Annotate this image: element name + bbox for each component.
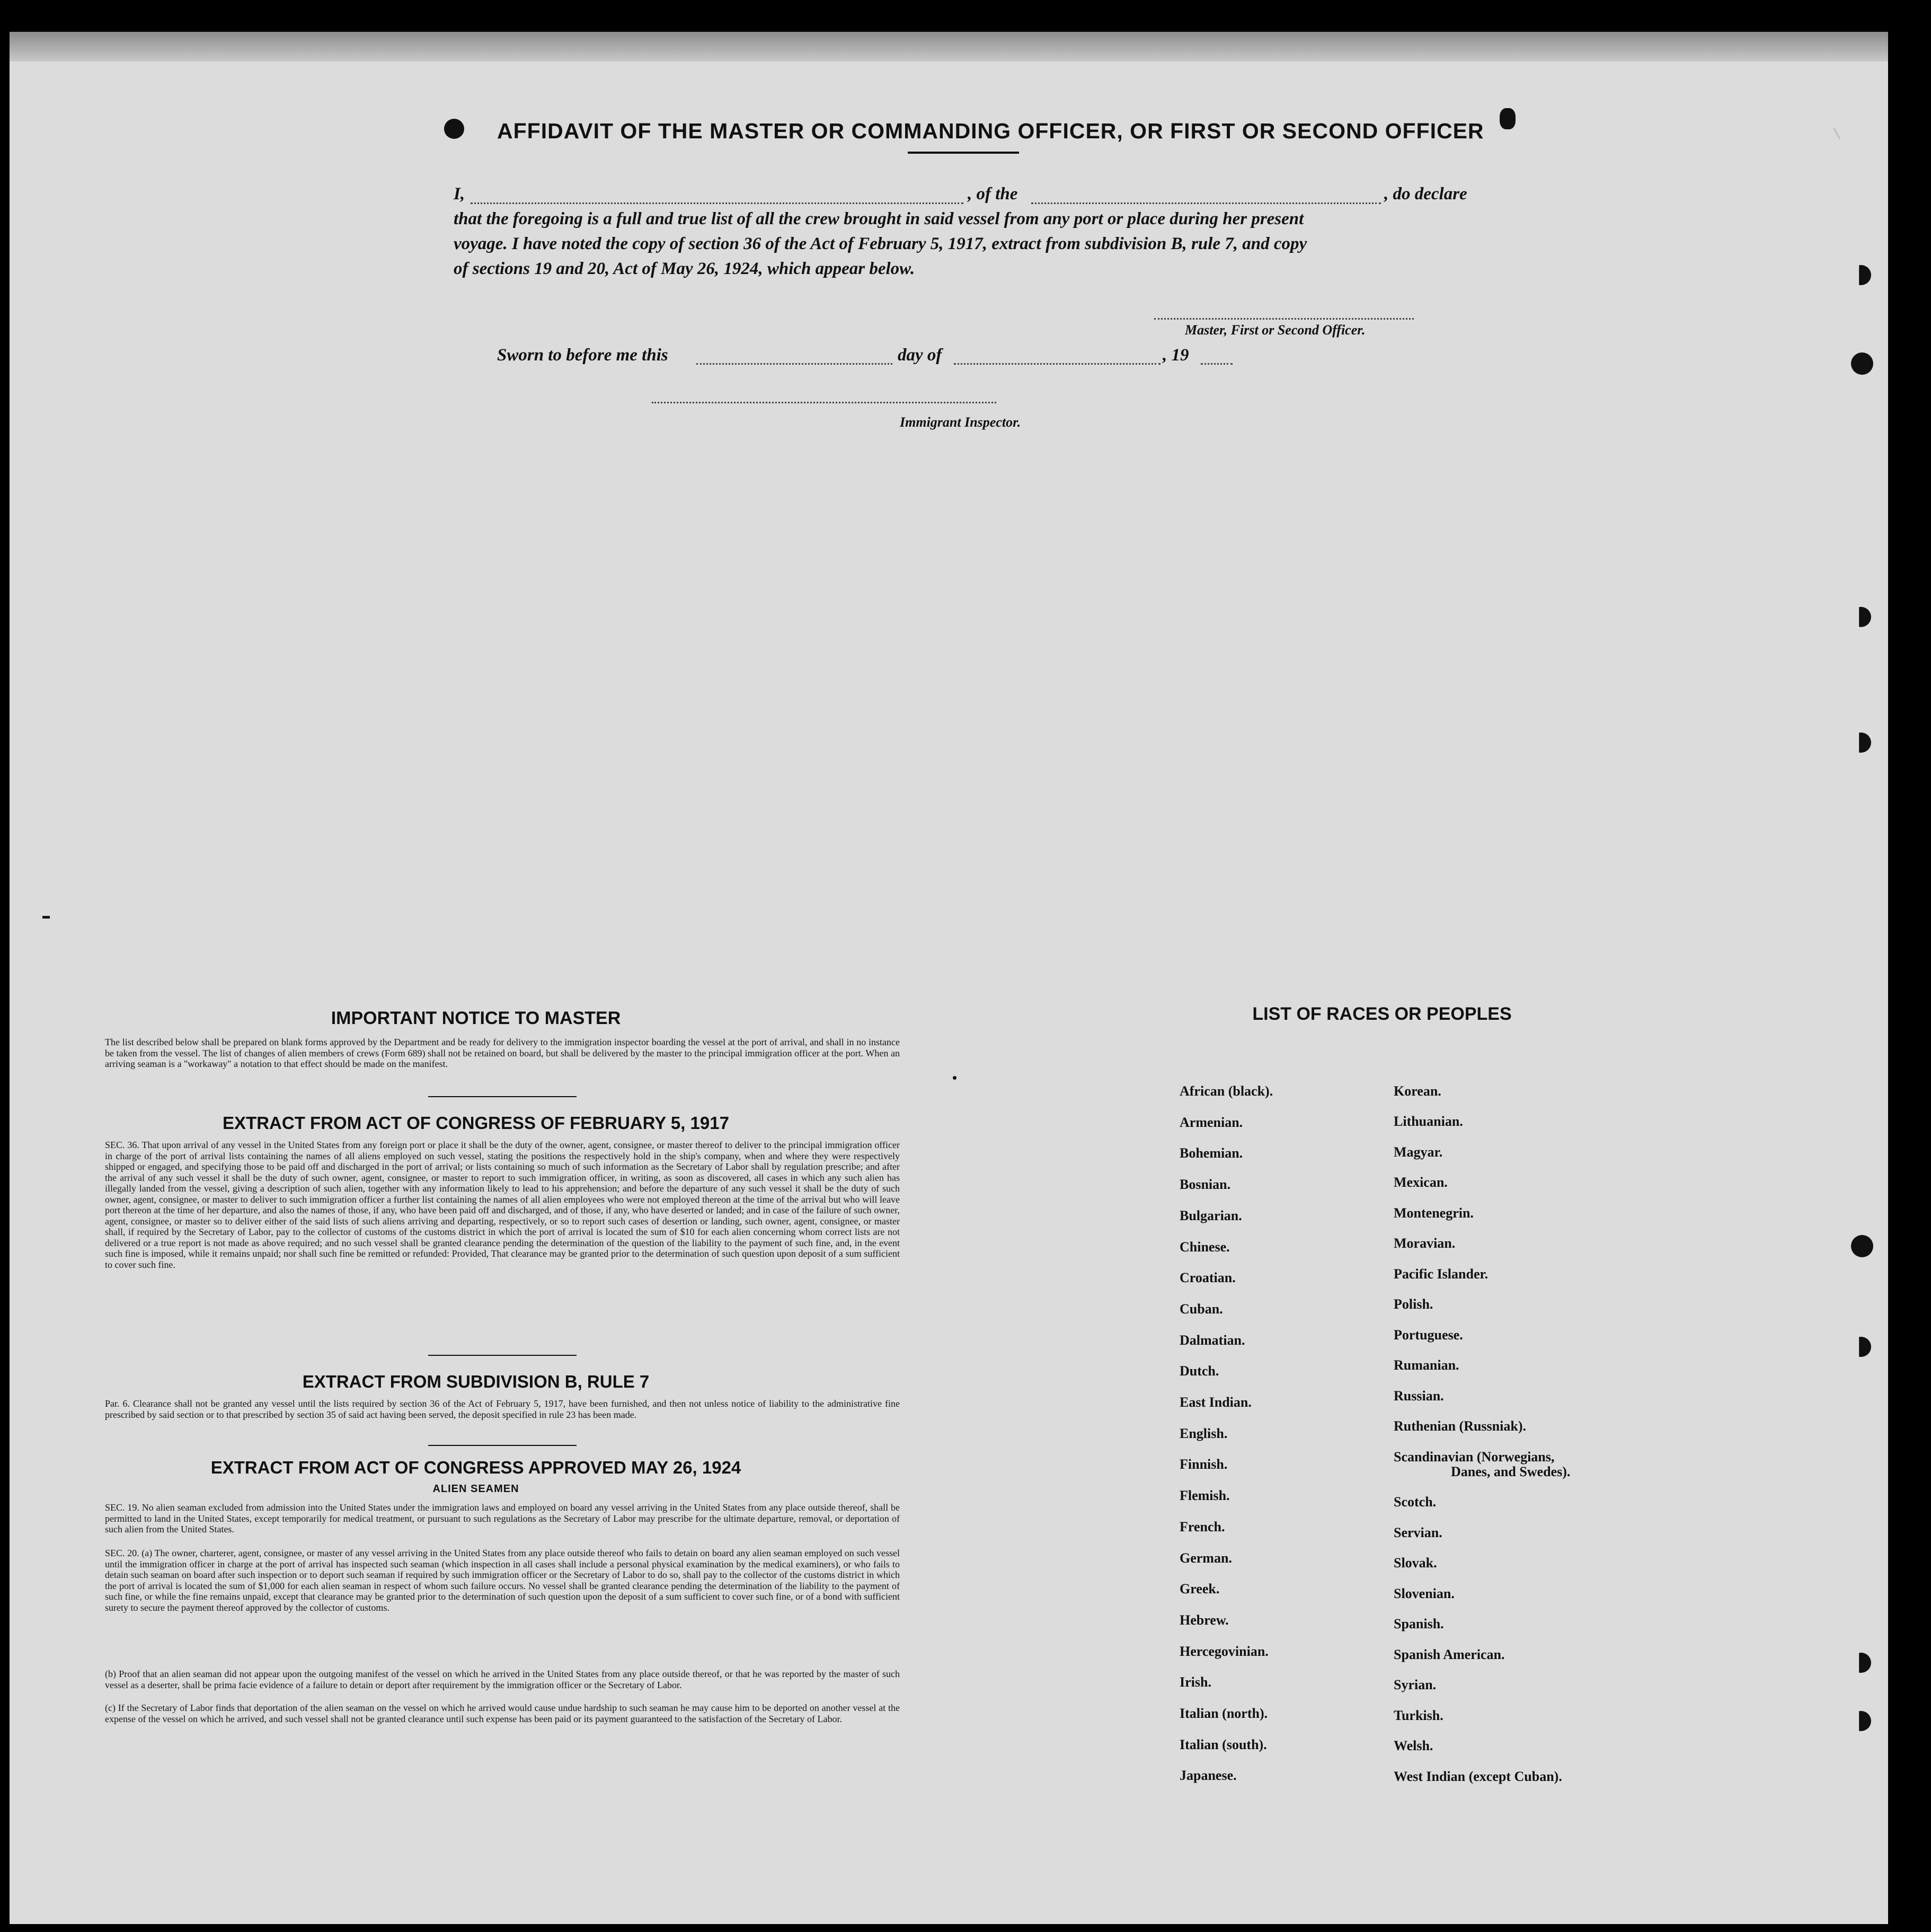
races-title: LIST OF RACES OR PEOPLES bbox=[1252, 1004, 1512, 1024]
punch-hole bbox=[1851, 352, 1873, 375]
race-item: Syrian. bbox=[1394, 1677, 1437, 1692]
ink-speck bbox=[953, 1076, 956, 1080]
race-item: Croatian. bbox=[1180, 1270, 1236, 1286]
race-item: Irish. bbox=[1180, 1674, 1211, 1690]
race-item: West Indian (except Cuban). bbox=[1394, 1769, 1562, 1784]
affidavit-title: AFFIDAVIT OF THE MASTER OR COMMANDING OFFICER, OR FIRST OR SECOND OFFICER bbox=[497, 119, 1484, 143]
extract-1917-text: SEC. 36. That upon arrival of any vessel in the United States from any foreign port or place it shall be the duty of the owner, agent, consignee, or master thereof to deliver to the principal immigration officer in charge of the port of arrival lists containing the names of all aliens employed on such vessel, stating the positions the respectively hold in the ship's company, when and where they were respectively shipped or engaged, and specifying those to be paid off and discharged in the port of arrival; or lists containing so much of such information as the Secretary of Labor shall by regulation prescribe; and after the arrival of any such vessel it shall be the duty of such owner, agent, consignee, or master to report to such immigration officer, in writing, as soon as discovered, all cases in which any such alien has illegally landed from the vessel, giving a description of such alien, together with any information likely to lead to his apprehension; and before the departure of any such vessel it shall be the duty of such owner, agent, consignee, or master to deliver to such immigration officer a further list containing the names of all alien employees who were not employed thereon at the time of the arrival but who will leave port thereon at the time of her departure, and also the names of those, if any, who have been paid off and discharged, and of those, if any, who have deserted or landed; and in case of the failure of such owner, agent, consignee, or master so to deliver either of the said lists of such aliens arriving and departing, respectively, or so to report such cases of desertion or landing, such owner, agent, consignee, or master shall, if required by the Secretary of Labor, pay to the collector of customs of the customs district in which the port of arrival is located the sum of $10 for each alien concerning whom correct lists are not delivered or a true report is not made as above required; and no such vessel shall be granted clearance pending the determination of the question of the liability to the payment of such fine, and, in the event such fine is imposed, while it remains unpaid; nor shall such fine be remitted or refunded: Provided, That clearance may be granted prior to the determination of such question upon deposit of a sum sufficient to cover such fine. bbox=[105, 1140, 900, 1270]
race-item: Slovenian. bbox=[1394, 1586, 1455, 1601]
officer-signature-caption: Master, First or Second Officer. bbox=[1185, 322, 1366, 338]
officer-signature-blank[interactable] bbox=[1154, 318, 1414, 320]
race-item: Italian (south). bbox=[1180, 1736, 1267, 1752]
race-item: Dalmatian. bbox=[1180, 1332, 1245, 1348]
document-page bbox=[10, 32, 1888, 1924]
vessel-blank[interactable] bbox=[1031, 202, 1381, 204]
sworn-year-label: , 19 bbox=[1163, 346, 1189, 365]
race-item: Dutch. bbox=[1180, 1363, 1219, 1379]
race-item: Finnish. bbox=[1180, 1457, 1228, 1472]
race-item: Cuban. bbox=[1180, 1301, 1223, 1317]
notice-title: IMPORTANT NOTICE TO MASTER bbox=[331, 1008, 621, 1028]
race-item: German. bbox=[1180, 1550, 1232, 1566]
race-item: Lithuanian. bbox=[1394, 1114, 1463, 1129]
punch-hole bbox=[444, 119, 464, 139]
race-item: French. bbox=[1180, 1519, 1225, 1534]
race-item: Polish. bbox=[1394, 1296, 1433, 1312]
declaration-line-4: of sections 19 and 20, Act of May 26, 1924, which appear below. bbox=[454, 259, 915, 278]
punch-hole bbox=[1851, 607, 1871, 627]
punch-hole bbox=[1851, 265, 1871, 285]
extract-1924-sec20a: SEC. 20. (a) The owner, charterer, agent, consignee, or master of any vessel arriving in the United States from any place outside thereof who fails to detain on board any alien seaman employed on such vessel until the immigration officer in charge at the port of arrival has inspected such seaman (which inspection in all cases shall include a personal physical examination by the medical examiners), or who fails to detain such seaman on board after such inspection or to deport such seaman if required by such immigration officer or the Secretary of Labor to do so, shall pay to the collector of the customs district in which the port of arrival is located the sum of $1,000 for each alien seaman in respect of whom such failure occurs. No vessel shall be granted clearance pending the determination of the liability to the payment of such fine, or while the fine remains unpaid, except that clearance may be granted prior to the determination of such question upon the deposit of a sum sufficient to cover such fine, or of a bond with sufficient surety to secure the payment thereof approved by the collector of customs. bbox=[105, 1548, 900, 1613]
race-item: Turkish. bbox=[1394, 1708, 1443, 1723]
race-item: Italian (north). bbox=[1180, 1706, 1268, 1721]
section-rule bbox=[428, 1445, 577, 1446]
race-item: Scotch. bbox=[1394, 1494, 1437, 1510]
extract-1924-sec19: SEC. 19. No alien seaman excluded from admission into the United States under the immigration laws and employed on board any vessel arriving in the United States from any place outside thereof, shall be permitted to land in the United States, except temporarily for medical treatment, or pursuant to such regulations as the Secretary of Labor may prescribe for the ultimate departure, removal, or deportation of such alien from the United States. bbox=[105, 1502, 900, 1534]
extract-1924-sec20c: (c) If the Secretary of Labor finds that deportation of the alien seaman on the vessel on which he arrived would cause undue hardship to such seaman he may cause him to be deported on another vessel at the expense of the vessel on which he arrived, and such vessel shall not be granted clearance until such expense has been paid or its payment guaranteed to the satisfaction of the Secretary of Labor. bbox=[105, 1702, 900, 1724]
race-item: Slovak. bbox=[1394, 1555, 1437, 1571]
punch-hole bbox=[1851, 1711, 1871, 1731]
race-item: Moravian. bbox=[1394, 1236, 1456, 1251]
sworn-before-label: Sworn to before me this bbox=[497, 346, 668, 365]
extract-rule7-title: EXTRACT FROM SUBDIVISION B, RULE 7 bbox=[302, 1372, 650, 1391]
race-item: East Indian. bbox=[1180, 1395, 1252, 1410]
punch-hole bbox=[1500, 108, 1516, 129]
declaration-line-2: that the foregoing is a full and true list of all the crew brought in said vessel from any port or place during her present bbox=[454, 209, 1304, 228]
race-item: Chinese. bbox=[1180, 1239, 1230, 1255]
race-item: Bosnian. bbox=[1180, 1177, 1231, 1193]
section-rule bbox=[428, 1096, 577, 1097]
race-item: Russian. bbox=[1394, 1388, 1444, 1404]
race-item: Japanese. bbox=[1180, 1768, 1237, 1784]
notice-text: The list described below shall be prepared on blank forms approved by the Department and be ready for delivery to the immigration inspector boarding the vessel at the port of arrival, and shall in no instance be taken from the vessel. The list of changes of alien members of crews (Form 689) shall not be retained on board, but shall be delivered by the master to the principal immigration officer at the port. When an arriving seaman is a "workaway" a notation to that effect should be made on the manifest. bbox=[105, 1037, 900, 1069]
declaration-of-the: , of the bbox=[968, 184, 1018, 204]
title-rule bbox=[908, 152, 1019, 154]
race-item: Greek. bbox=[1180, 1581, 1220, 1597]
race-item: Scandinavian (Norwegians, bbox=[1394, 1449, 1555, 1465]
race-item: Pacific Islander. bbox=[1394, 1266, 1489, 1282]
race-item: Ruthenian (Russniak). bbox=[1394, 1418, 1526, 1434]
punch-hole bbox=[1851, 733, 1871, 753]
sworn-year-blank[interactable] bbox=[1201, 363, 1233, 365]
name-blank[interactable] bbox=[471, 202, 963, 204]
race-item: Bulgarian. bbox=[1180, 1207, 1242, 1223]
bleed-through-marks: \ bbox=[1832, 127, 1841, 144]
race-item: Armenian. bbox=[1180, 1114, 1243, 1130]
race-item: English. bbox=[1180, 1425, 1228, 1441]
extract-1924-title: EXTRACT FROM ACT OF CONGRESS APPROVED MAY 26, 1924 bbox=[210, 1458, 741, 1477]
inspector-signature-blank[interactable] bbox=[652, 402, 996, 403]
race-item: African (black). bbox=[1180, 1083, 1273, 1099]
race-item: Hercegovinian. bbox=[1180, 1643, 1269, 1659]
race-item: Montenegrin. bbox=[1394, 1205, 1474, 1221]
section-rule bbox=[428, 1355, 577, 1356]
race-item: Portuguese. bbox=[1394, 1327, 1463, 1343]
page-top-edge bbox=[10, 32, 1888, 61]
declaration-do-declare: , do declare bbox=[1384, 184, 1467, 204]
declaration-i: I, bbox=[454, 184, 465, 204]
race-item: Spanish American. bbox=[1394, 1647, 1505, 1662]
sworn-month-blank[interactable] bbox=[954, 363, 1161, 365]
race-item: Bohemian. bbox=[1180, 1145, 1243, 1161]
extract-1917-title: EXTRACT FROM ACT OF CONGRESS OF FEBRUARY 5, 1917 bbox=[223, 1113, 729, 1133]
extract-1924-subtitle: ALIEN SEAMEN bbox=[432, 1483, 519, 1495]
sworn-day-blank[interactable] bbox=[696, 363, 892, 365]
race-item: Korean. bbox=[1394, 1083, 1441, 1099]
declaration-line-3: voyage. I have noted the copy of section 36 of the Act of February 5, 1917, extract from subdivision B, rule 7, and copy bbox=[454, 234, 1307, 253]
race-item: Servian. bbox=[1394, 1525, 1442, 1540]
race-item: Magyar. bbox=[1394, 1144, 1443, 1160]
extract-rule7-text: Par. 6. Clearance shall not be granted any vessel until the lists required by section 36 of the Act of February 5, 1917, have been furnished, and then not unless notice of liability to the administrative fine prescribed by said section or to that prescribed by section 35 of said act having been served, the deposit specified in rule 23 has been made. bbox=[105, 1398, 900, 1420]
race-item: Welsh. bbox=[1394, 1738, 1433, 1753]
race-item: Rumanian. bbox=[1394, 1357, 1459, 1373]
punch-hole bbox=[1851, 1653, 1871, 1673]
day-of-label: day of bbox=[898, 346, 942, 365]
inspector-signature-caption: Immigrant Inspector. bbox=[900, 414, 1021, 430]
ink-speck bbox=[42, 916, 50, 919]
extract-1924-sec20b: (b) Proof that an alien seaman did not appear upon the outgoing manifest of the vessel on which he arrived in the United States from any place outside thereof, or that he was reported by the master of such vessel as a deserter, shall be prima facie evidence of a failure to detain or deport after requirement by the immigration officer or the Secretary of Labor. bbox=[105, 1669, 900, 1690]
race-item: Mexican. bbox=[1394, 1175, 1448, 1190]
race-item: Hebrew. bbox=[1180, 1612, 1229, 1628]
punch-hole bbox=[1851, 1337, 1871, 1357]
race-item: Danes, and Swedes). bbox=[1451, 1464, 1571, 1479]
race-item: Spanish. bbox=[1394, 1616, 1444, 1631]
race-item: Flemish. bbox=[1180, 1488, 1230, 1504]
punch-hole bbox=[1851, 1235, 1873, 1257]
